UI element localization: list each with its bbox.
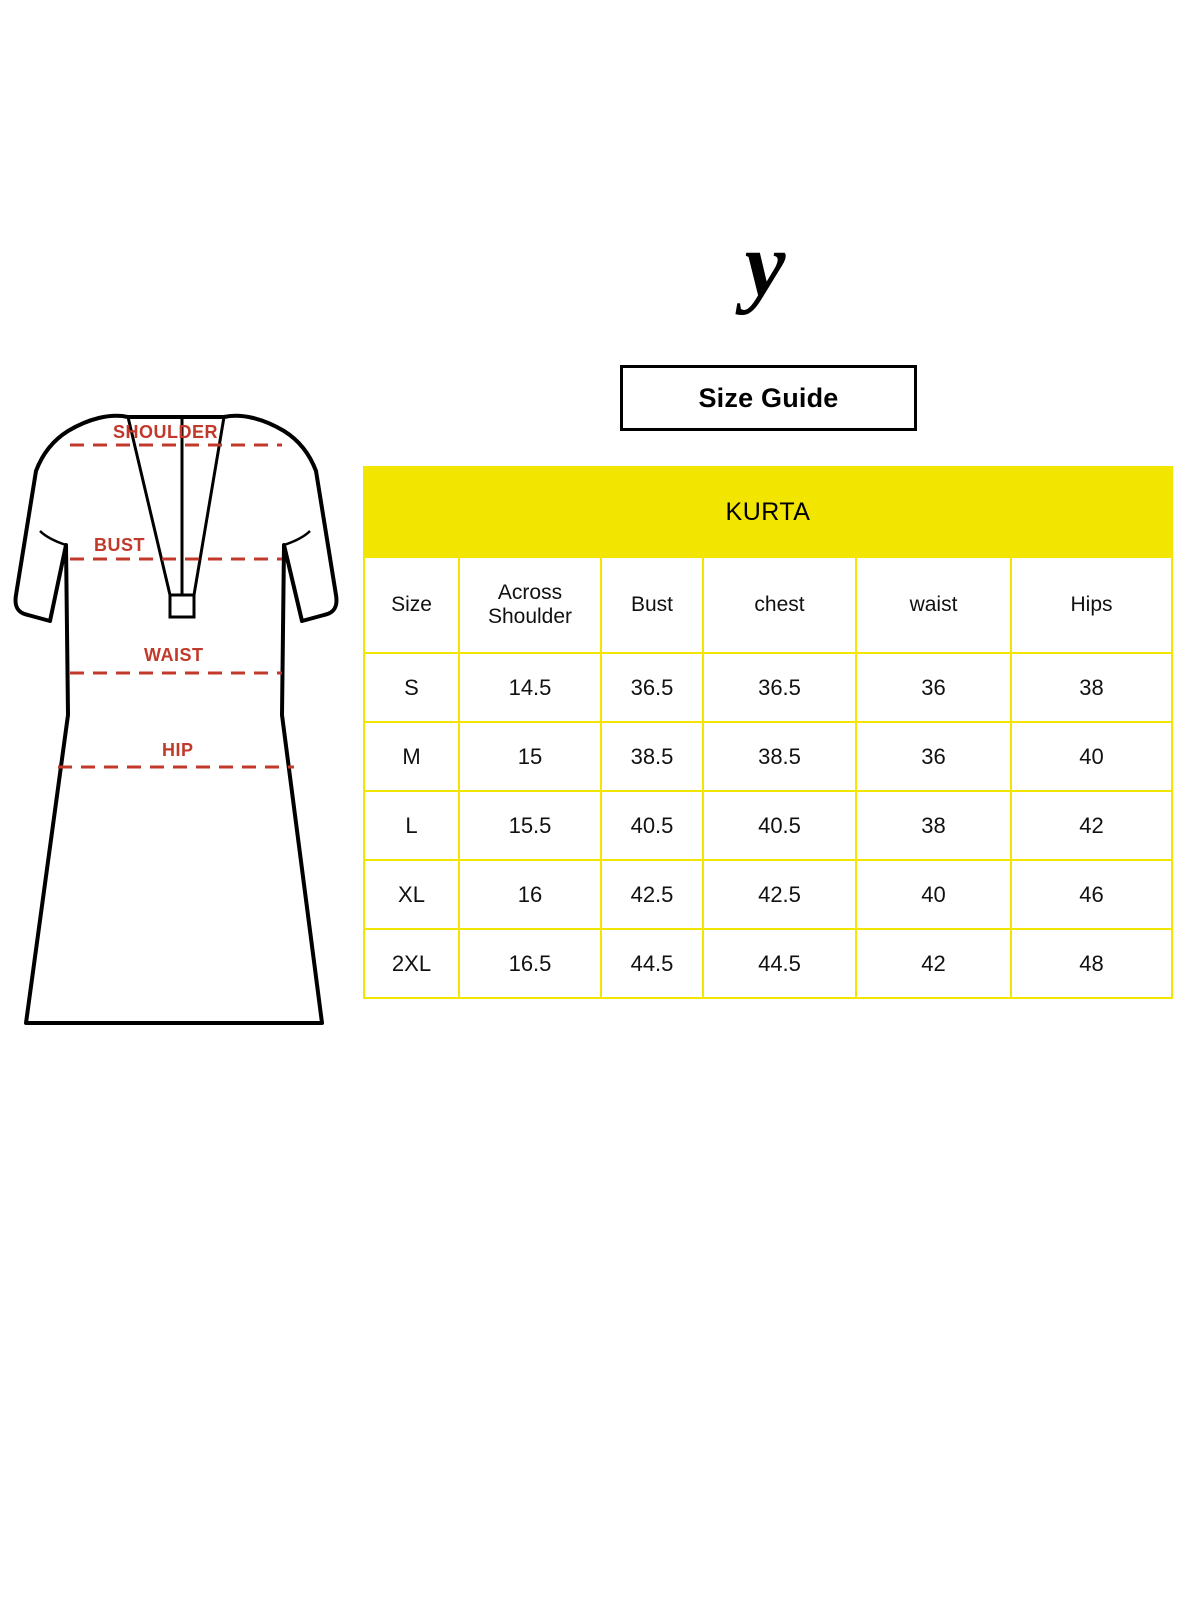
cell-chest: 40.5 bbox=[703, 791, 856, 860]
column-header-waist: waist bbox=[856, 557, 1011, 653]
cell-size: M bbox=[364, 722, 459, 791]
table-header-row bbox=[364, 557, 1172, 653]
cell-across-shoulder: 16 bbox=[459, 860, 601, 929]
cell-waist: 42 bbox=[856, 929, 1011, 998]
table-row bbox=[364, 929, 1172, 998]
cell-hips: 38 bbox=[1011, 653, 1172, 722]
cell-chest: 38.5 bbox=[703, 722, 856, 791]
column-header-chest: chest bbox=[703, 557, 856, 653]
table-row bbox=[364, 653, 1172, 722]
label-hip: HIP bbox=[162, 740, 194, 760]
cell-across-shoulder: 14.5 bbox=[459, 653, 601, 722]
table-banner-row bbox=[364, 467, 1172, 557]
table-banner-label: KURTA bbox=[364, 467, 1172, 557]
column-header-bust: Bust bbox=[601, 557, 703, 653]
size-table bbox=[363, 466, 1173, 999]
page-title: Size Guide bbox=[698, 382, 839, 413]
cell-chest: 44.5 bbox=[703, 929, 856, 998]
cell-waist: 36 bbox=[856, 722, 1011, 791]
column-header-hips: Hips bbox=[1011, 557, 1172, 653]
cell-hips: 40 bbox=[1011, 722, 1172, 791]
table-row bbox=[364, 722, 1172, 791]
cell-across-shoulder: 15.5 bbox=[459, 791, 601, 860]
cell-bust: 38.5 bbox=[601, 722, 703, 791]
cell-chest: 42.5 bbox=[703, 860, 856, 929]
cell-size: XL bbox=[364, 860, 459, 929]
table-row bbox=[364, 791, 1172, 860]
cell-chest: 36.5 bbox=[703, 653, 856, 722]
cell-bust: 40.5 bbox=[601, 791, 703, 860]
cell-hips: 46 bbox=[1011, 860, 1172, 929]
cell-waist: 38 bbox=[856, 791, 1011, 860]
cell-waist: 40 bbox=[856, 860, 1011, 929]
cell-bust: 44.5 bbox=[601, 929, 703, 998]
size-chart bbox=[363, 466, 1171, 999]
kurta-line-drawing bbox=[10, 395, 355, 1055]
cell-waist: 36 bbox=[856, 653, 1011, 722]
cell-hips: 48 bbox=[1011, 929, 1172, 998]
size-guide-title-box bbox=[620, 365, 917, 431]
label-shoulder: SHOULDER bbox=[113, 422, 219, 442]
cell-size: L bbox=[364, 791, 459, 860]
cell-across-shoulder: 16.5 bbox=[459, 929, 601, 998]
cell-bust: 36.5 bbox=[601, 653, 703, 722]
label-bust: BUST bbox=[94, 535, 145, 555]
cell-size: S bbox=[364, 653, 459, 722]
label-waist: WAIST bbox=[144, 645, 204, 665]
cell-size: 2XL bbox=[364, 929, 459, 998]
cell-across-shoulder: 15 bbox=[459, 722, 601, 791]
cell-bust: 42.5 bbox=[601, 860, 703, 929]
brand-logo: y bbox=[744, 213, 786, 315]
column-header-across-shoulder: Across Shoulder bbox=[459, 557, 601, 653]
cell-hips: 42 bbox=[1011, 791, 1172, 860]
kurta-measurement-diagram bbox=[10, 395, 355, 1055]
table-row bbox=[364, 860, 1172, 929]
column-header-size: Size bbox=[364, 557, 459, 653]
